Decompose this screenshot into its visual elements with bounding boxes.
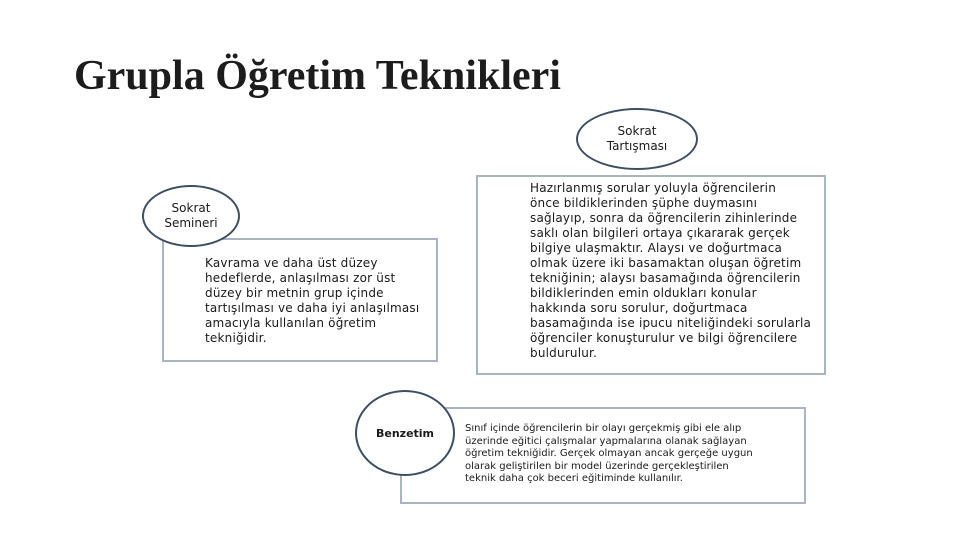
sokrat-tartismasi-label: Sokrat Tartışması — [576, 108, 698, 170]
sokrat-semineri-description: Kavrama ve daha üst düzey hedeflerde, anlaşılması zor üst düzey bir metnin grup içinde tartışılması ve daha iyi anlaşılması amacıyla kullanılan öğretim tekniğidir. — [205, 256, 420, 345]
slide-title: Grupla Öğretim Teknikleri — [74, 53, 561, 99]
benzetim-description: Sınıf içinde öğrencilerin bir olayı gerçekmiş gibi ele alıp üzerinde eğitici çalışmalar yapmalarına olanak sağlayan öğretim tekniğidir. Gerçek olmayan ancak gerçeğe uygun olarak geliştirilen bir model üzerinde gerçekleştirilen teknik daha çok beceri eğitiminde kullanılır. — [465, 423, 753, 484]
sokrat-tartismasi-description: Hazırlanmış sorular yoluyla öğrencilerin önce bildiklerinden şüphe duymasını sağlayıp, sonra da öğrencilerin zihinlerinde saklı olan bilgileri ortaya çıkararak gerçek bilgiye ulaşmaktır. Alaysı ve doğurtmaca olmak üzere iki basamaktan oluşan öğretim tekniğinin; alaysı basamağında öğrencilerin bildiklerinden emin oldukları konular hakkında soru sorulur, doğurtmaca basamağında ise ipucu niteliğindeki sorularla öğrenciler konuşturulur ve bilgi öğrencilere buldurulur. — [530, 181, 812, 360]
benzetim-label: Benzetim — [355, 390, 455, 476]
sokrat-semineri-label: Sokrat Semineri — [142, 185, 240, 247]
